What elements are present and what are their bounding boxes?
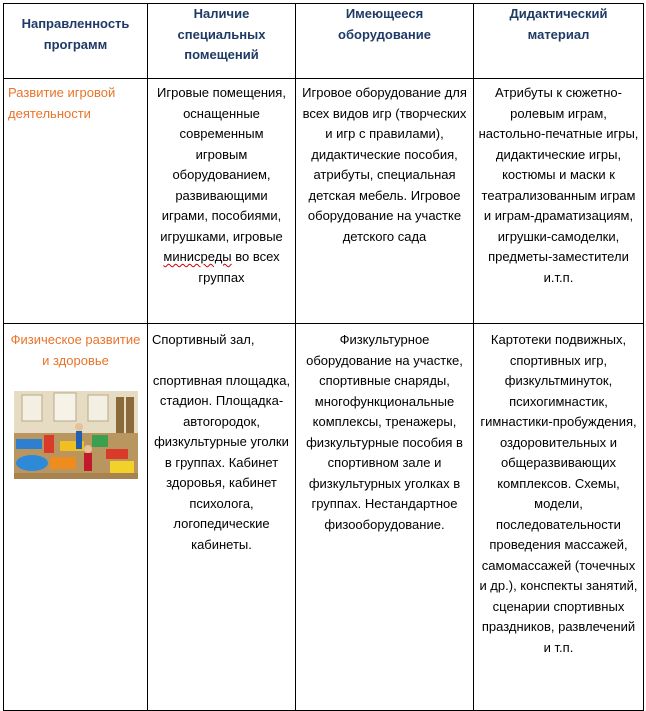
header-premises: Наличие специальных помещений (148, 4, 296, 79)
spellcheck-word: минисреды (163, 249, 232, 264)
premises-cell (148, 79, 296, 324)
materials-text: Картотеки подвижных, спортивных игр, физкультминуток, психогимнастик, гимнастики-пробуждения, оздоровительных и общеразвивающих комплексов. Схемы, модели, последовательности проведения массажей, самомассажей (точечных и др.), конспекты занятий, сценарии спортивных праздников, развлечений и т.п. (479, 332, 638, 655)
direction-label: Развитие игровой деятельности (8, 85, 116, 121)
materials-cell (474, 324, 644, 711)
header-direction: Направленность программ (4, 4, 148, 79)
header-equipment: Имеющееся оборудование (296, 4, 474, 79)
premises-text-tail: во всех группах (198, 249, 280, 285)
direction-label: Физическое развитие и здоровье (10, 332, 141, 368)
equipment-text: Игровое оборудование для всех видов игр (творческих и игр с правилами), дидактические пособия, атрибуты, специальная детская мебель. Игровое оборудование на участке детского сада (302, 85, 467, 244)
equipment-cell (296, 79, 474, 324)
header-materials: Дидактический материал (474, 4, 644, 79)
materials-cell (474, 79, 644, 324)
direction-cell (4, 79, 148, 324)
premises-text: Игровые помещения, оснащенные современным игровым оборудованием, развивающими играми, пособиями, игрушками, игровые (157, 85, 286, 244)
equipment-text: Физкультурное оборудование на участке, спортивные снаряды, многофункциональные комплексы, тренажеры, физкультурные пособия в спортивном зале и физкультурных уголках в группах. Нестандартное физооборудование. (306, 332, 463, 532)
header-row (4, 4, 644, 79)
table-row (4, 79, 644, 324)
direction-cell (4, 324, 148, 711)
premises-first: Спортивный зал, (152, 332, 255, 347)
equipment-cell (296, 324, 474, 711)
materials-text: Атрибуты к сюжетно-ролевым играм, настольно-печатные игры, дидактические игры, костюмы и маски к театрализованным играм и играм-драматизациям, игрушки-самоделки, предметы-заместители и.т.п. (478, 85, 639, 285)
premises-cell (148, 324, 296, 711)
table-row (4, 324, 644, 711)
gym-photo (14, 391, 138, 479)
premises-text: спортивная площадка, стадион. Площадка-автогородок, физкультурные уголки в группах. Кабинет здоровья, кабинет психолога, логопедические кабинеты. (152, 372, 291, 552)
program-table (3, 3, 644, 711)
